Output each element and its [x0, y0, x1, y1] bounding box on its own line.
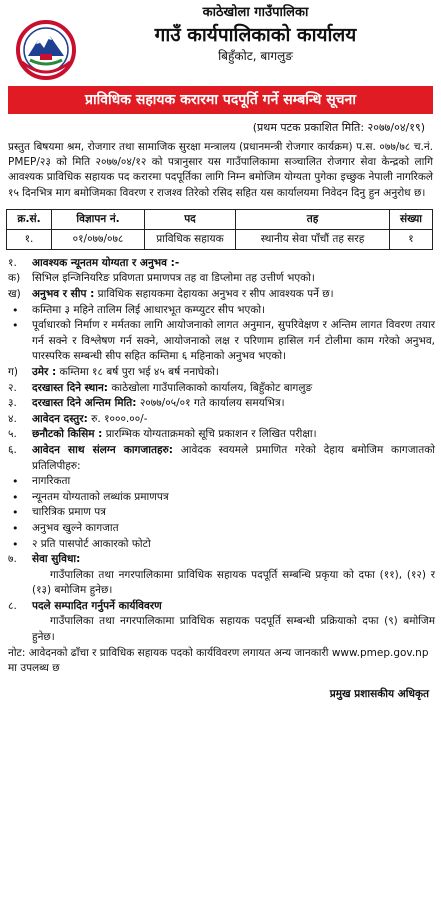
section-fee: ४. आवेदन दस्तुर: रु. १०००.००/- — [8, 412, 148, 425]
bullet-icon: • — [12, 303, 19, 317]
bullet-icon: • — [12, 506, 19, 520]
section-selection: ५. छनौटको किसिम : प्रारम्भिक योग्यताक्रमको सूचि प्रकाशन र लिखित परीक्षा। — [8, 428, 317, 441]
notice-sections — [6, 256, 435, 677]
list-item: • पूर्वाधारको निर्माण र मर्मतका लागि आयोजनाको लागत अनुमान, सुपरिवेक्षण र अन्तिम लागत विवरण तयार गर्न सक्ने र विश्लेषण गर्न सक्ने, आयोजनाको लक्ष र परिणाम हासिल गर्न टोलीमा काम गरेको अनुभव, पारस्परिक सम्बन्धी सीप सहित कम्तिमा ६ महिनाको अनुभव भएको। — [12, 319, 435, 363]
letterhead — [6, 0, 435, 86]
vacancy-table — [6, 209, 433, 250]
section-documents: ६. आवेदन साथ संलग्न कागजातहरु: आवेदक स्वयमले प्रमाणित गरेको देहाय बमोजिम कागजातको प्रतिलिपीहरु: — [8, 443, 435, 472]
intro-paragraph: प्रस्तुत बिषयमा श्रम, रोजगार तथा सामाजिक सुरक्षा मन्त्रालय (प्रधानमन्त्री रोजगार कार्यक्रम) प.स. ०७७/७८ च.नं. PMEP/२३ को मिति २०७७/०४/१२ को पत्रानुसार यस गाउँपालिकामा सञ्चालित रोजगार सेवा केन्द्रको लागि आवश्यक प्राविधिक सहायक पद करारमा पदपूर्तिका लागि निम्न बमोजिम योग्यता पुगेका इच्छुक नेपाली नागरिकले १५ दिनभित्र माग बमोजिमका विवरण र राजश्व तिरेको रसिद सहित यस कार्यालयमा निवेदन दिनु हुन अनुरोध छ। — [8, 141, 433, 199]
col-count: संख्या — [390, 209, 433, 229]
footer-note: नोट: आवेदनको ढाँचा र प्राविधिक सहायक पदको कार्यविवरण लगायत अन्य जानकारी www.pmep.gov.np मा उपलब्ध छ — [8, 646, 429, 675]
qualification-experience: ख) अनुभव र सीप : प्राविधिक सहायकमा देहायका अनुभव र सीप आवश्यक पर्ने छ। — [8, 288, 334, 300]
section-qualification: १. आवश्यक न्यूनतम योग्यता र अनुभव :- — [8, 256, 180, 269]
cell-serial: १. — [7, 229, 52, 249]
municipality-name: काठेखोला गाउँपालिका — [202, 5, 309, 20]
list-item: • नागरिकता — [12, 475, 71, 489]
list-item: • २ प्रति पासपोर्ट आकारको फोटो — [12, 537, 151, 551]
office-address: बिहुँकोट, बागलुङ — [218, 49, 293, 63]
col-serial: क्र.सं. — [7, 209, 52, 229]
col-ad-number: विज्ञापन नं. — [52, 209, 145, 229]
qualification-education: क) सिभिल इन्जिनियरिङ प्रविणता प्रमाणपत्र तह वा डिप्लोमा तह उत्तीर्ण भएको। — [8, 272, 315, 285]
list-item: • न्यूनतम योग्यताको लब्धांक प्रमाणपत्र — [12, 490, 169, 504]
cell-level: स्थानीय सेवा पाँचौं तह सरह — [236, 229, 390, 249]
list-item: • चारित्रिक प्रमाण पत्र — [12, 506, 106, 520]
col-level: तह — [236, 209, 390, 229]
section-deadline: ३. दरखास्त दिने अन्तिम मिति: २०७७/०५/०१ गते कार्यालय समयभित्र। — [8, 397, 285, 410]
section-application-place: २. दरखास्त दिने स्थान: काठेखोला गाउँपालिकाको कार्यालय, बिहुँकोट बागलुङ — [8, 381, 313, 394]
section-benefits: ७. सेवा सुविधा: — [8, 553, 81, 566]
government-emblem-icon — [14, 18, 78, 80]
table-row — [7, 229, 433, 249]
cell-post: प्राविधिक सहायक — [145, 229, 236, 249]
cell-count: १ — [390, 229, 433, 249]
list-item: • कम्तिमा ३ महिने तालिम लिई आधारभूत कम्प्युटर सीप भएको। — [12, 303, 266, 317]
signature-title: प्रमुख प्रशासकीय अधिकृत — [329, 687, 429, 700]
publication-date: (प्रथम पटक प्रकाशित मिति: २०७७/०४/१९) — [252, 121, 425, 134]
bullet-icon: • — [12, 521, 19, 535]
notice-title-banner: प्राविधिक सहायक करारमा पदपूर्ति गर्ने सम्बन्धि सूचना — [8, 86, 433, 114]
bullet-icon: • — [12, 319, 19, 333]
bullet-icon: • — [12, 475, 19, 489]
office-heading — [76, 4, 435, 65]
office-name: गाउँ कार्यपालिकाको कार्यालय — [154, 24, 357, 46]
table-header-row — [7, 209, 433, 229]
section-job-description: ८. पदले सम्पादित गर्नुपर्ने कार्यविवरण — [8, 599, 162, 612]
benefits-text: गाउँपालिका तथा नगरपालिकामा प्राविधिक सहायक पदपूर्ति सम्बन्धि प्रकृया को दफा (११), (१२) र (१३) बमोजिम हुनेछ। — [32, 568, 435, 597]
list-item: • अनुभव खुल्ने कागजात — [12, 521, 119, 535]
bullet-icon: • — [12, 537, 19, 551]
col-post: पद — [145, 209, 236, 229]
cell-ad-number: ०१/०७७/०७८ — [52, 229, 145, 249]
qualification-age: ग) उमेर : कम्तिमा १८ बर्ष पुरा भई ४५ बर्ष ननाघेको। — [8, 365, 219, 378]
job-description-text: गाउँपालिका तथा नगरपालिकामा प्राविधिक सहायक पदपूर्ति सम्बन्धी प्रक्रियाको दफा (९) बमोजिम हुनेछ। — [32, 615, 435, 644]
bullet-icon: • — [12, 490, 19, 504]
